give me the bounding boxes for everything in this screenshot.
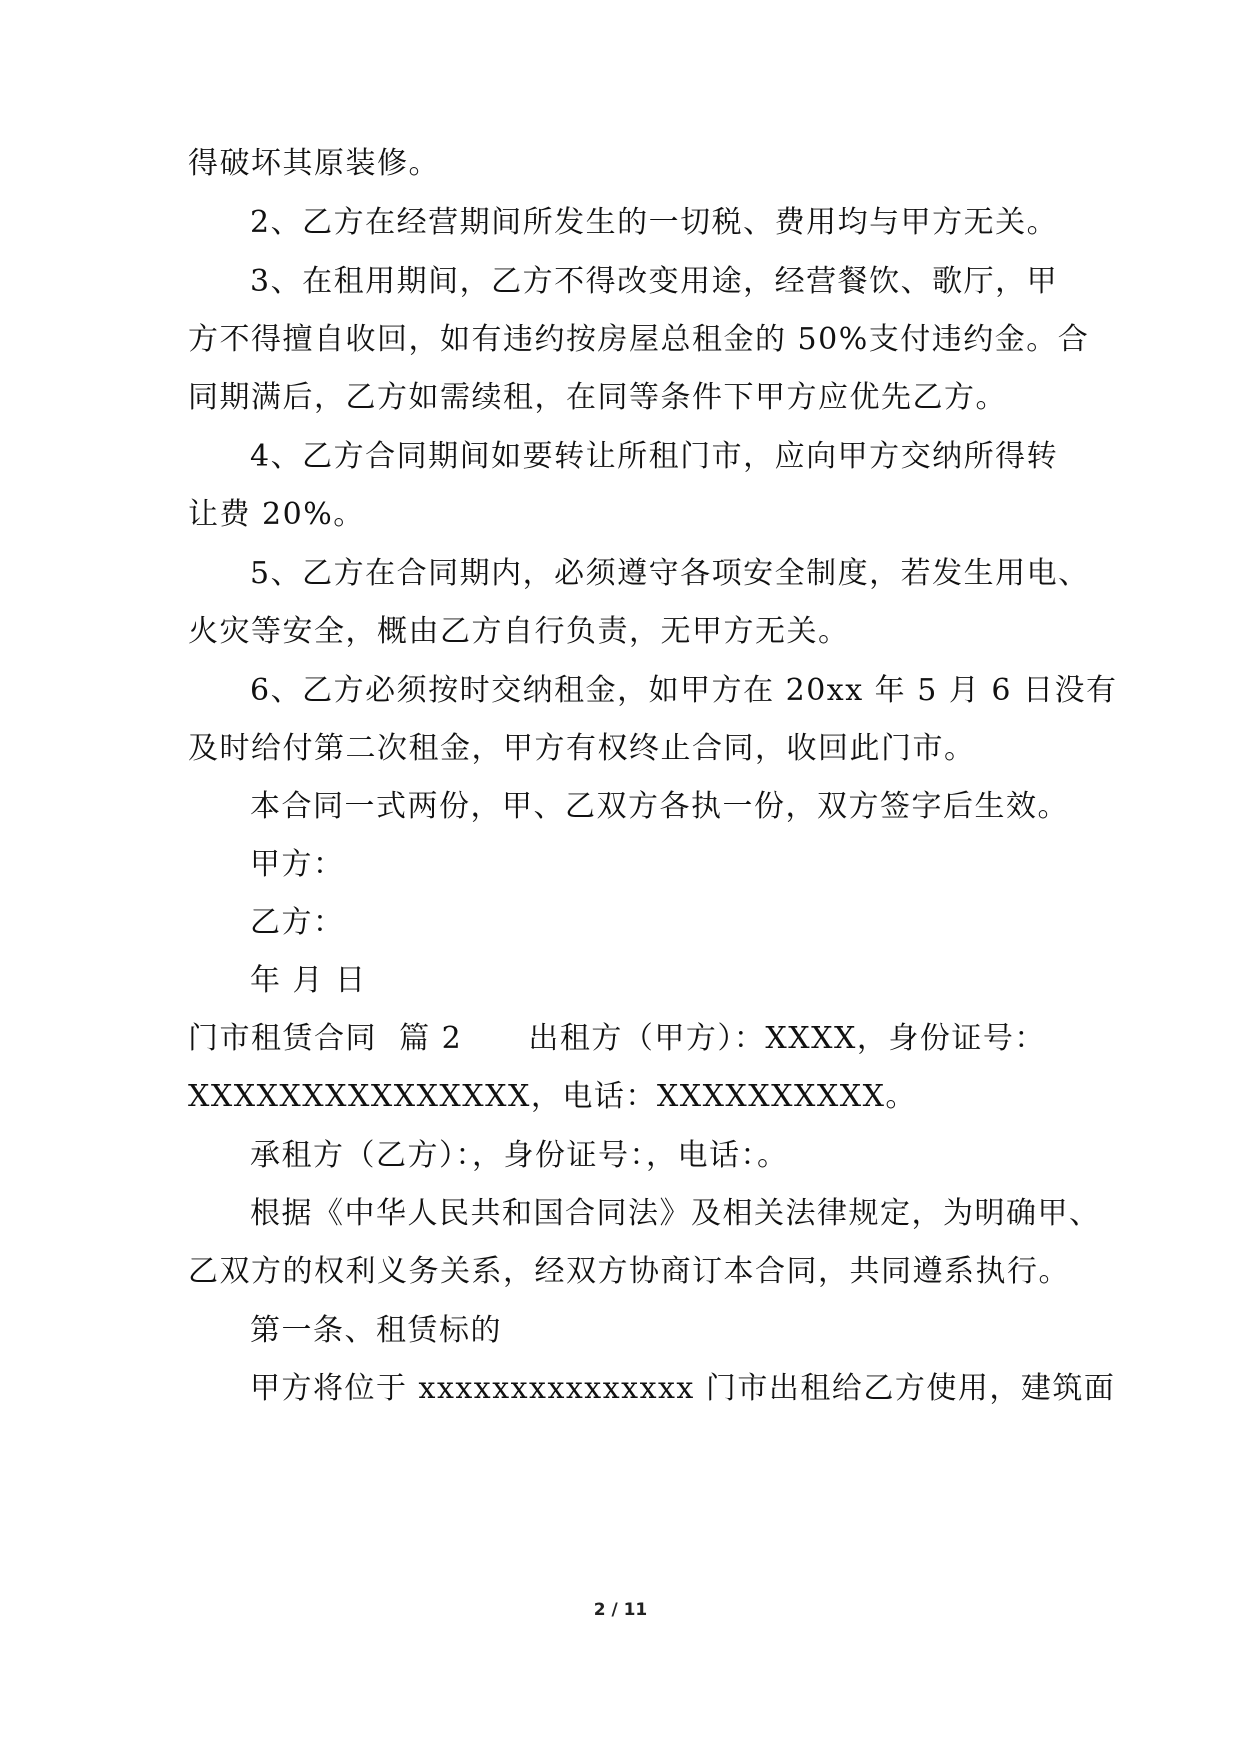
signature-party-a: 甲方： <box>250 847 345 882</box>
section-heading-line: 门市租赁合同 篇 2 出租方（甲方）：XXXX，身份证号： <box>188 1021 1046 1056</box>
text-line: 乙双方的权利义务关系，经双方协商订本合同，共同遵系执行。 <box>188 1254 1070 1289</box>
page-number: 2 / 11 <box>593 1600 648 1620</box>
text-line: 2、乙方在经营期间所发生的一切税、费用均与甲方无关。 <box>250 205 1059 240</box>
text-line: 4、乙方合同期间如要转让所租门市，应向甲方交纳所得转 <box>250 439 1059 474</box>
text-line: 5、乙方在合同期内，必须遵守各项安全制度，若发生用电、 <box>250 556 1090 591</box>
text-line: 得破坏其原装修。 <box>188 146 440 181</box>
article-heading: 第一条、租赁标的 <box>250 1313 502 1348</box>
text-line: 甲方将位于 xxxxxxxxxxxxxxx 门市出租给乙方使用，建筑面 <box>250 1371 1116 1406</box>
text-line: 让费 20%。 <box>188 497 365 532</box>
text-line: 承租方（乙方）：，身份证号：，电话：。 <box>250 1138 789 1173</box>
text-line: 根据《中华人民共和国合同法》及相关法律规定，为明确甲、 <box>250 1196 1101 1231</box>
signature-party-b: 乙方： <box>250 905 345 940</box>
text-line: 方不得擅自收回，如有违约按房屋总租金的 50%支付违约金。合 <box>188 322 1090 357</box>
text-line: 本合同一式两份，甲、乙双方各执一份，双方签字后生效。 <box>250 789 1069 824</box>
text-line: 火灾等安全，概由乙方自行负责，无甲方无关。 <box>188 614 850 649</box>
text-line: 及时给付第二次租金，甲方有权终止合同，收回此门市。 <box>188 731 976 766</box>
text-line: 3、在租用期间，乙方不得改变用途，经营餐饮、歌厅，甲 <box>250 264 1059 299</box>
text-line: 同期满后，乙方如需续租，在同等条件下甲方应优先乙方。 <box>188 380 1007 415</box>
text-line: XXXXXXXXXXXXXXX，电话：XXXXXXXXXX。 <box>188 1079 917 1114</box>
signature-date: 年 月 日 <box>250 963 367 998</box>
text-line: 6、乙方必须按时交纳租金，如甲方在 20xx 年 5 月 6 日没有 <box>250 673 1118 708</box>
